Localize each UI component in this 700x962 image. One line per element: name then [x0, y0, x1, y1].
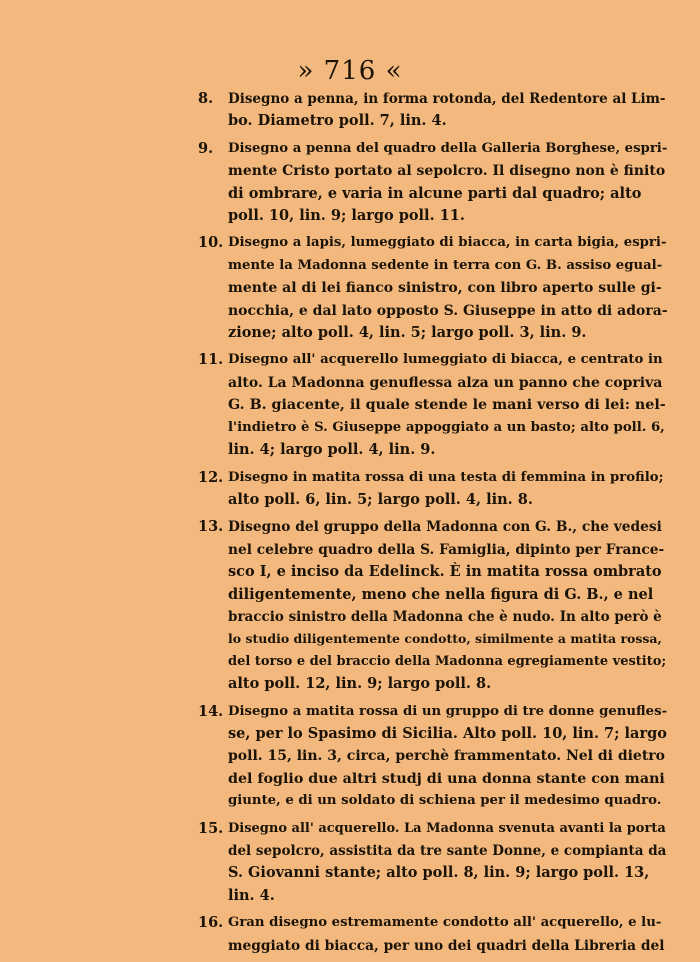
- entry-line: poll. 10, lin. 9; largo poll. 11.: [228, 207, 465, 225]
- entry-line: meggiato di biacca, per uno dei quadri della Libreria del: [228, 937, 665, 954]
- entry-line: di ombrare, e varia in alcune parti dal quadro; alto: [228, 184, 642, 202]
- page-number: » 716 «: [297, 56, 403, 86]
- catalogue-entry: [198, 912, 668, 957]
- entry-number: 13.: [198, 518, 224, 536]
- entry-line: Gran disegno estremamente condotto all' acquerello, e lu-: [228, 915, 662, 931]
- entry-number: 10.: [198, 234, 224, 252]
- entry-line: Disegno a penna, in forma rotonda, del Redentore al Lim-: [228, 91, 666, 107]
- entry-number: 11.: [198, 351, 224, 369]
- entry-line: Disegno a penna del quadro della Galleria Borghese, espri-: [228, 140, 668, 156]
- catalogue-entry: [198, 516, 668, 695]
- entry-line: S. Giovanni stante; alto poll. 8, lin. 9; largo poll. 13,: [228, 864, 650, 882]
- entry-line: sco I, e inciso da Edelinck. È in matita rossa ombrato: [228, 563, 662, 581]
- entry-line: del sepolcro, assistita da tre sante Donne, e compianta da: [228, 843, 667, 859]
- catalogue-entry: [198, 818, 668, 908]
- entry-line: mente Cristo portato al sepolcro. Il disegno non è finito: [228, 163, 666, 180]
- entry-number: 15.: [198, 819, 224, 837]
- entry-line: Disegno all' acquerello. La Madonna svenuta avanti la porta: [228, 820, 666, 836]
- entry-line: l'indietro è S. Giuseppe appoggiato a un basto; alto poll. 6,: [228, 419, 665, 435]
- entry-line: nel celebre quadro della S. Famiglia, dipinto per France-: [228, 541, 665, 558]
- entry-text: [228, 232, 668, 344]
- entry-line: Disegno a lapis, lumeggiato di biacca, in carta bigia, espri-: [228, 235, 667, 251]
- entry-line: mente la Madonna sedente in terra con G. B. assiso egual-: [228, 257, 663, 273]
- entry-text: [228, 516, 668, 695]
- entry-line: poll. 15, lin. 3, circa, perchè frammentato. Nel di dietro: [228, 748, 666, 765]
- entry-number: 12.: [198, 468, 224, 486]
- entry-line: alto poll. 6, lin. 5; largo poll. 4, lin. 8.: [228, 490, 533, 508]
- entry-line: G. B. giacente, il quale stende le mani verso di lei: nel-: [228, 397, 666, 414]
- entry-line: Disegno del gruppo della Madonna con G. B., che vedesi: [228, 519, 662, 536]
- entry-line: Disegno a matita rossa di un gruppo di tre donne genufles-: [228, 703, 668, 719]
- entry-line: bo. Diametro poll. 7, lin. 4.: [228, 112, 447, 130]
- entry-line: lo studio diligentemente condotto, similmente a matita rossa,: [228, 631, 662, 647]
- entry-line: lin. 4; largo poll. 4, lin. 9.: [228, 441, 436, 459]
- entry-line: lin. 4.: [228, 886, 275, 904]
- entry-number: 9.: [198, 139, 214, 157]
- entry-line: braccio sinistro della Madonna che è nudo. In alto però è: [228, 608, 662, 625]
- catalogue-entry: [198, 88, 668, 133]
- entry-line: del foglio due altri studj di una donna stante con mani: [228, 770, 665, 787]
- entry-line: se, per lo Spasimo di Sicilia. Alto poll. 10, lin. 7; largo: [228, 724, 667, 742]
- entry-line: Disegno all' acquerello lumeggiato di biacca, e centrato in: [228, 352, 663, 368]
- entry-text: [228, 701, 668, 813]
- catalogue-entry: [198, 701, 668, 813]
- entry-line: nocchia, e dal lato opposto S. Giuseppe in atto di adora-: [228, 302, 668, 319]
- entry-line: giunte, e di un soldato di schiena per il medesimo quadro.: [228, 793, 662, 809]
- entry-number: 14.: [198, 702, 224, 720]
- entry-line: del torso e del braccio della Madonna egregiamente vestito;: [228, 653, 667, 669]
- catalogue-entry: [198, 467, 668, 512]
- catalogue-entry: [198, 138, 668, 228]
- entry-line: alto poll. 12, lin. 9; largo poll. 8.: [228, 675, 492, 693]
- entry-line: Disegno in matita rossa di una testa di femmina in profilo;: [228, 469, 664, 485]
- entry-line: diligentemente, meno che nella figura di G. B., e nel: [228, 585, 654, 603]
- entry-line: mente al di lei fianco sinistro, con libro aperto sulle gi-: [228, 280, 662, 297]
- entry-line: alto. La Madonna genuflessa alza un panno che copriva: [228, 374, 663, 391]
- entry-text: [228, 912, 668, 957]
- entry-text: [228, 138, 668, 228]
- entry-text: [228, 467, 668, 512]
- catalogue-entries: [198, 88, 668, 962]
- entry-line: zione; alto poll. 4, lin. 5; largo poll. 3, lin. 9.: [228, 324, 587, 342]
- catalogue-entry: [198, 232, 668, 344]
- entry-text: [228, 818, 668, 908]
- entry-number: 16.: [198, 914, 224, 932]
- entry-text: [228, 349, 668, 461]
- entry-text: [228, 88, 668, 133]
- entry-number: 8.: [198, 90, 214, 107]
- catalogue-entry: [198, 349, 668, 461]
